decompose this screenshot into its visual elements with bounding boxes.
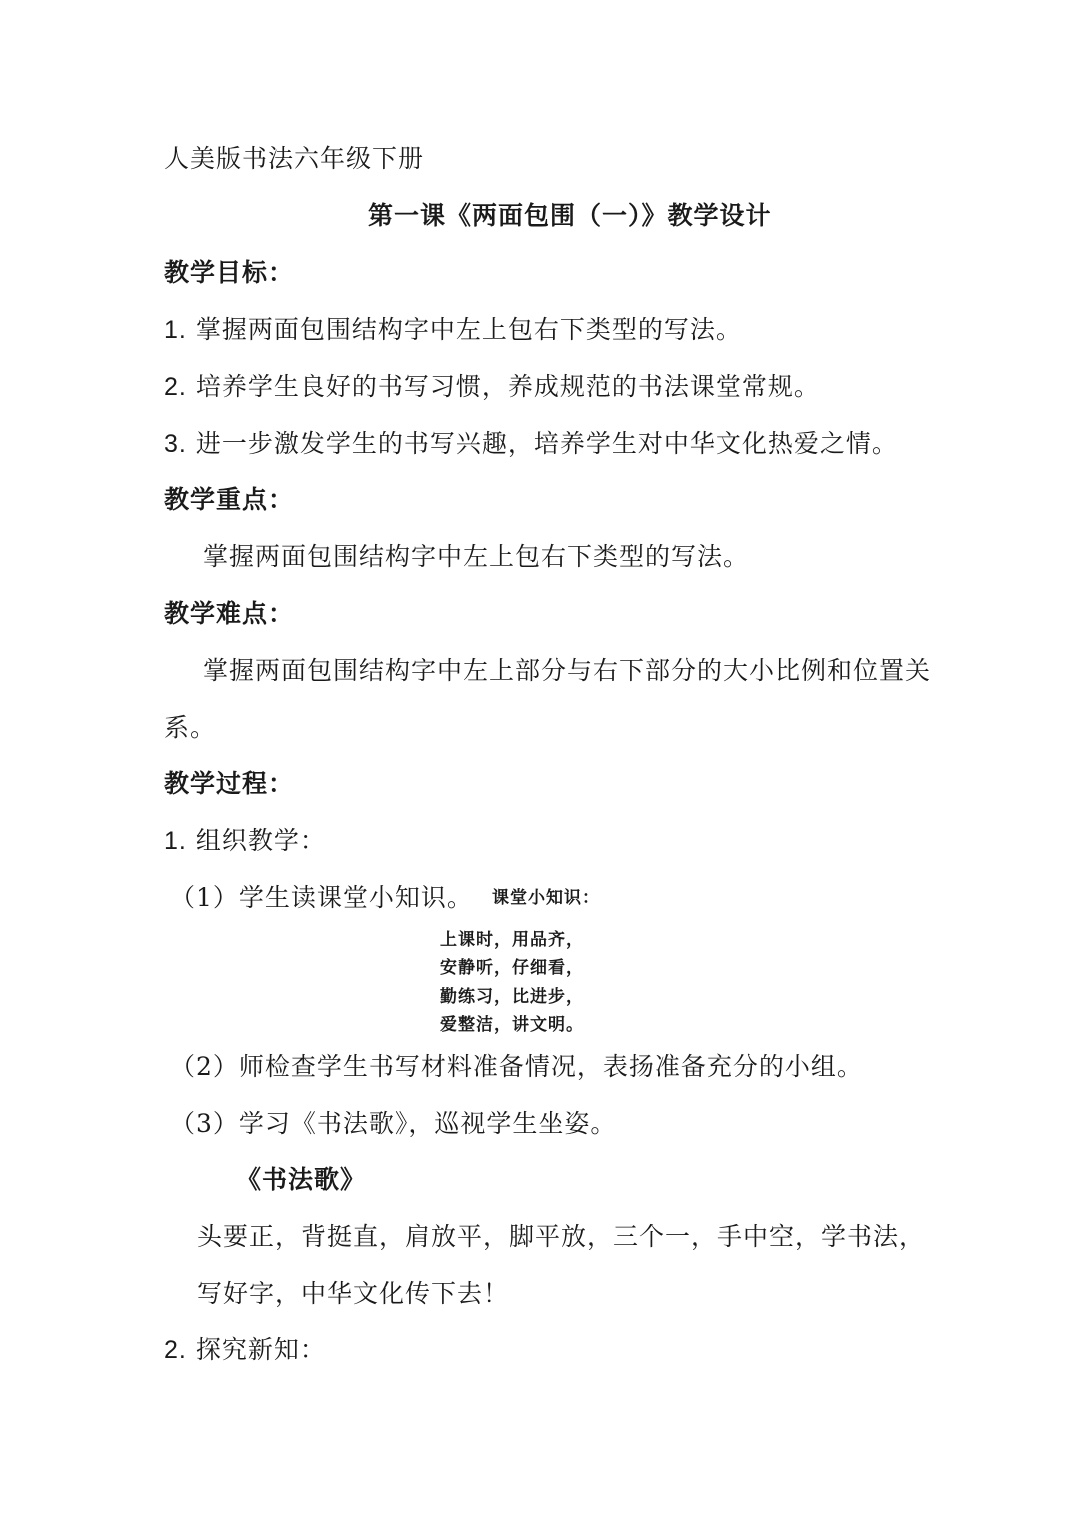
objective-item-3 [164, 427, 898, 461]
step-text: 探究新知： [195, 1335, 326, 1364]
step-number: 1. [164, 827, 187, 855]
difficulty-text-line1: 掌握两面包围结构字中左上部分与右下部分的大小比例和位置关 [203, 656, 932, 685]
step-text: 组织教学： [195, 826, 326, 855]
process-step-2 [164, 1333, 326, 1367]
process-sub-1: （1）学生读课堂小知识。 [170, 883, 473, 912]
objective-text: 进一步激发学生的书写兴趣，培养学生对中华文化热爱之情。 [195, 429, 898, 458]
objective-item-1 [164, 313, 742, 347]
objective-number: 3. [164, 430, 187, 458]
objective-number: 1. [164, 316, 187, 344]
song-line-2: 写好字，中华文化传下去！ [197, 1279, 510, 1308]
song-line-1: 头要正，背挺直，肩放平，脚平放，三个一，手中空，学书法， [197, 1222, 926, 1251]
difficulty-text-line2: 系。 [164, 713, 217, 742]
difficulty-heading: 教学难点： [164, 599, 295, 628]
objectives-heading: 教学目标： [164, 258, 295, 287]
objective-text: 培养学生良好的书写习惯，养成规范的书法课堂常规。 [195, 372, 820, 401]
objective-number: 2. [164, 373, 187, 401]
objective-text: 掌握两面包围结构字中左上包右下类型的写法。 [195, 315, 742, 344]
knowledge-line: 勤练习，比进步， [440, 986, 584, 1007]
key-point-heading: 教学重点： [164, 485, 295, 514]
process-step-1 [164, 824, 326, 858]
song-title: 《书法歌》 [236, 1165, 367, 1194]
knowledge-box-title: 课堂小知识： [492, 888, 600, 908]
book-header: 人美版书法六年级下册 [164, 144, 425, 173]
process-sub-2: （2）师检查学生书写材料准备情况，表扬准备充分的小组。 [170, 1052, 863, 1081]
key-point-text: 掌握两面包围结构字中左上包右下类型的写法。 [203, 542, 750, 571]
knowledge-line: 上课时，用品齐， [440, 929, 584, 950]
process-heading: 教学过程： [164, 769, 295, 798]
page-title: 第一课《两面包围（一）》教学设计 [368, 201, 772, 230]
process-sub-3: （3）学习《书法歌》，巡视学生坐姿。 [170, 1109, 617, 1138]
knowledge-line: 安静听，仔细看， [440, 958, 584, 978]
objective-item-2 [164, 370, 820, 404]
step-number: 2. [164, 1336, 187, 1364]
knowledge-box [440, 884, 700, 1040]
knowledge-line: 爱整洁，讲文明。 [440, 1015, 584, 1035]
